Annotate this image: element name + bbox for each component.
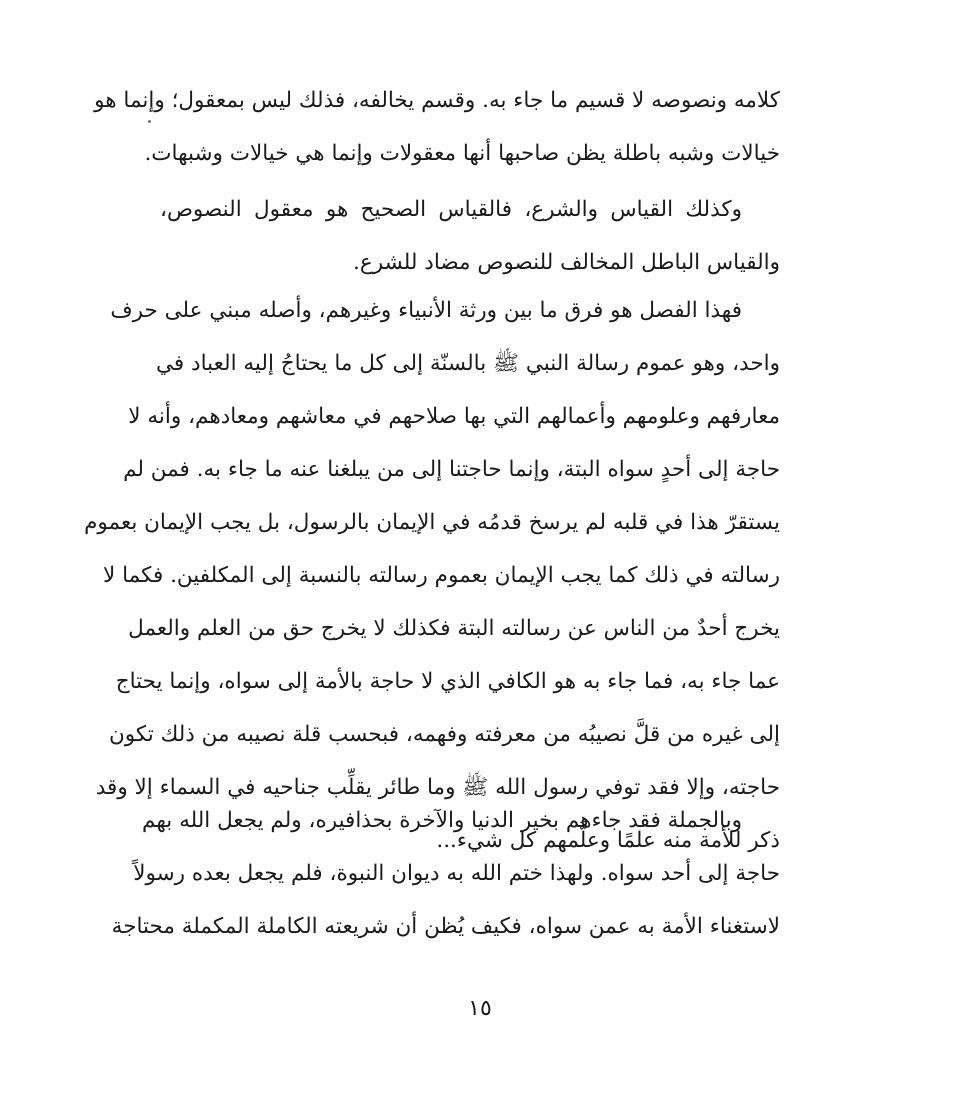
text-line: حاجة إلى أحدٍ سواه البتة، وإنما حاجتنا إلى من يبلغنا عنه ما جاء به. فمن لم — [123, 457, 780, 482]
text-line: حاجته، وإلا فقد توفي رسول الله ﷺ وما طائر يقلِّب جناحيه في السماء إلا وقد — [95, 775, 780, 800]
text-line: خيالات وشبه باطلة يظن صاحبها أنها معقولات وإنما هي خيالات وشبهات. — [144, 141, 780, 166]
text-line: ذكر للأمة منه علمًا وعلَّمهم كل شيء... — [436, 828, 780, 853]
text-line: كلامه ونصوصه لا قسيم ما جاء به. وقسم يخالفه، فذلك ليس بمعقول؛ وإنما هو — [94, 88, 780, 113]
paragraph-4 — [111, 794, 780, 953]
text-line: وبالجملة فقد جاءهم بخير الدنيا والآخرة بحذافيره، ولم يجعل الله بهم — [142, 808, 742, 833]
paragraph-2 — [160, 183, 780, 289]
page-number: ١٥ — [468, 996, 492, 1021]
text-line: وكذلك القياس والشرع، فالقياس الصحيح هو معقول النصوص، — [160, 197, 742, 222]
text-line: لاستغناء الأمة به عمن سواه، فكيف يُظن أن شريعته الكاملة المكملة محتاجة — [111, 914, 780, 939]
text-line: رسالته في ذلك كما يجب الإيمان بعموم رسالته بالنسبة إلى المكلفين. فكما لا — [103, 563, 780, 588]
text-line: حاجة إلى أحد سواه. ولهذا ختم الله به ديوان النبوة، فلم يجعل بعده رسولاً — [133, 861, 780, 886]
text-line: معارفهم وعلومهم وأعمالهم التي بها صلاحهم في معاشهم ومعادهم، وأنه لا — [128, 404, 780, 429]
text-line: والقياس الباطل المخالف للنصوص مضاد للشرع. — [353, 250, 780, 275]
text-line: فهذا الفصل هو فرق ما بين ورثة الأنبياء وغيرهم، وأصله مبني على حرف — [110, 298, 742, 323]
text-line: يستقرّ هذا في قلبه لم يرسخ قدمُه في الإيمان بالرسول، بل يجب الإيمان بعموم — [84, 510, 780, 535]
paragraph-3 — [84, 284, 780, 867]
paragraph-1 — [94, 74, 780, 180]
text-line: عما جاء به، فما جاء به هو الكافي الذي لا حاجة بالأمة إلى سواه، وإنما يحتاج — [115, 669, 780, 694]
text-line: واحد، وهو عموم رسالة النبي ﷺ بالسنّة إلى كل ما يحتاجُ إليه العباد في — [156, 351, 780, 376]
text-line: إلى غيره من قلَّ نصيبُه من معرفته وفهمه، فبحسب قلة نصيبه من ذلك تكون — [109, 722, 780, 747]
text-line: يخرج أحدٌ من الناس عن رسالته البتة فكذلك لا يخرج حق من العلم والعمل — [128, 616, 780, 641]
